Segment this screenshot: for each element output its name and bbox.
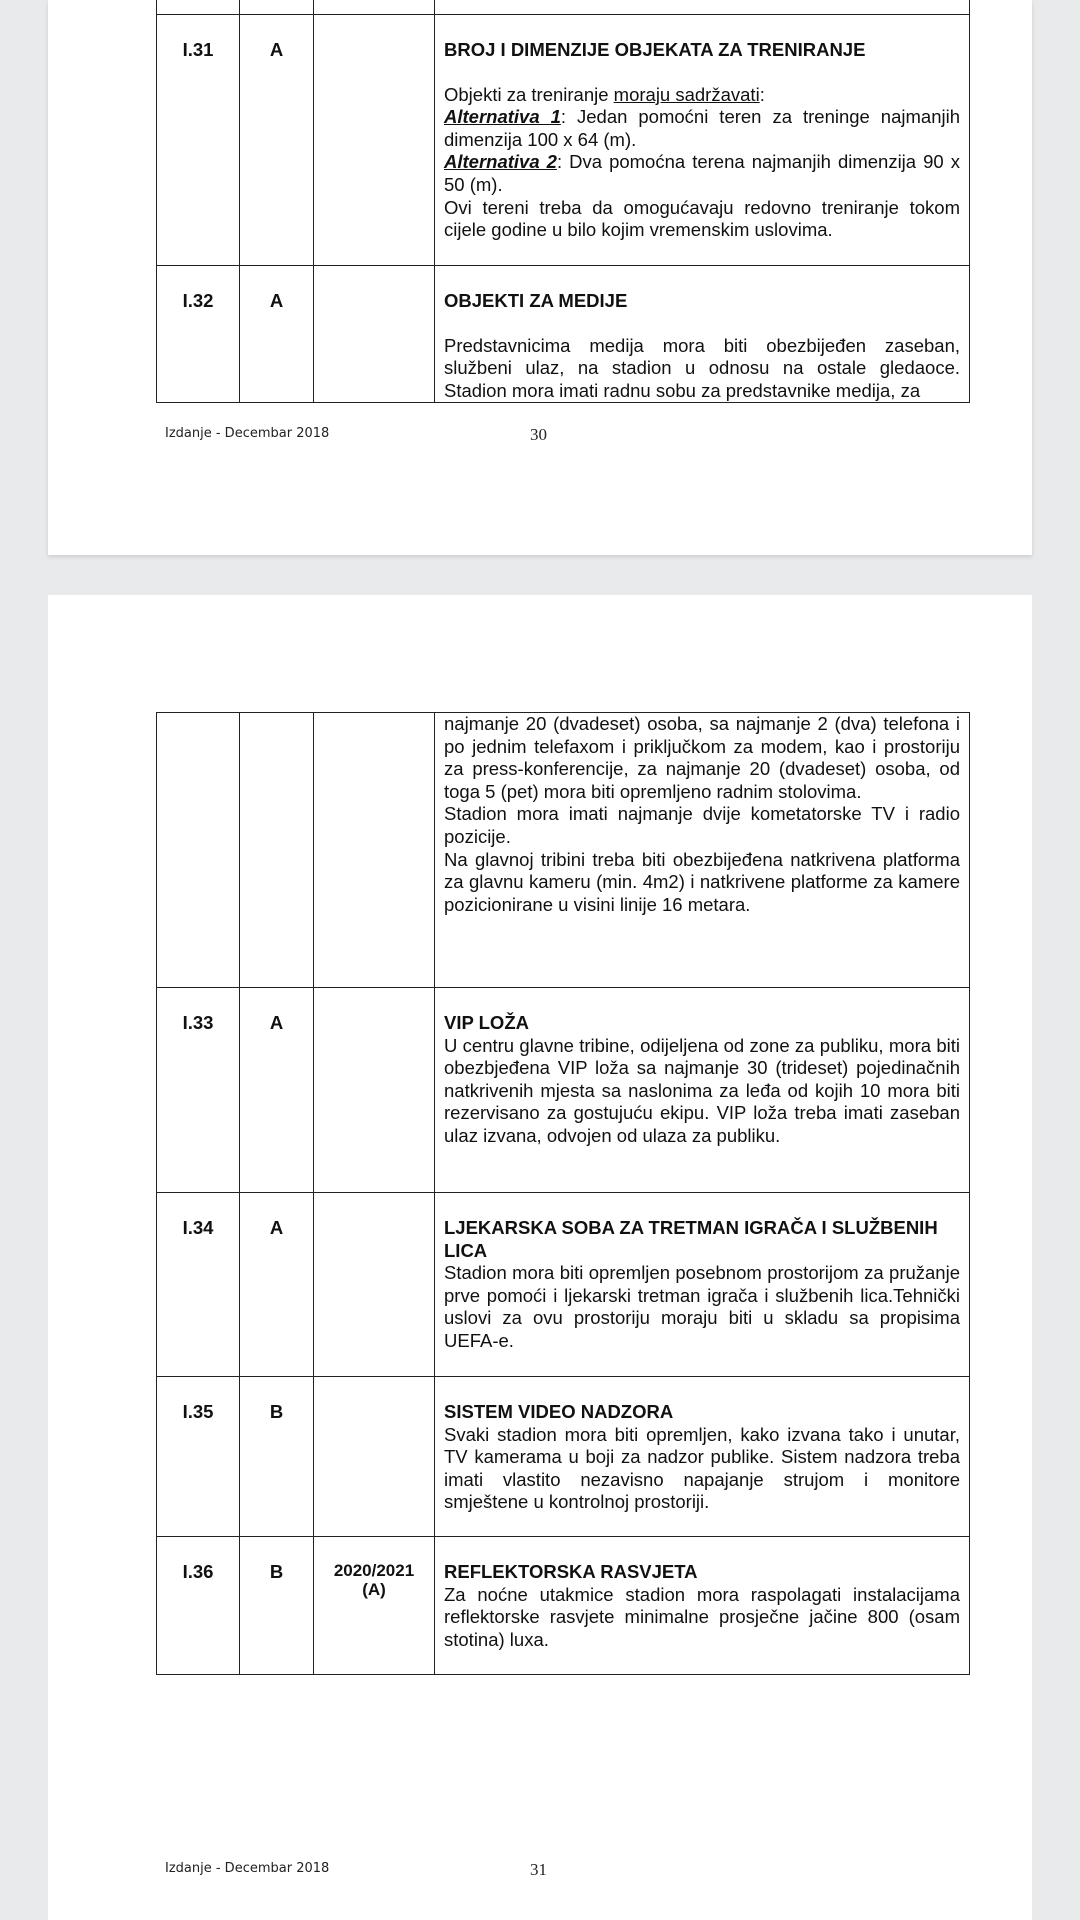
requirement-grade: B: [240, 1377, 314, 1537]
requirement-description: [435, 1377, 970, 1537]
alternative-1: Alternativa 1: Jedan pomoćni teren za treninge najmanjih dimenzija 100 x 64 (m).: [444, 106, 960, 150]
table-cell: [314, 713, 435, 988]
requirement-description: [435, 713, 970, 988]
requirement-description: [435, 1193, 970, 1377]
requirement-body: Svaki stadion mora biti opremljen, kako izvana tako i unutar, TV kamerama u boji za nadzor publike. Sistem nadzora treba imati vlastito nezavisno napajanje strujom i monitore smještene u kontrolnoj prostoriji.: [444, 1423, 960, 1513]
requirement-year: [314, 988, 435, 1193]
requirement-grade: A: [240, 15, 314, 266]
alternative-2: Alternativa 2: Dva pomoćna terena najmanjih dimenzija 90 x 50 (m).: [444, 151, 960, 195]
page-number: 31: [530, 1860, 547, 1879]
requirement-body: Ovi tereni treba da omogućavaju redovno treniranje tokom cijele godine u bilo kojim vremenskim uslovima.: [444, 196, 960, 241]
table-cell: [157, 0, 240, 15]
requirement-grade: A: [240, 988, 314, 1193]
requirement-code: I.32: [157, 266, 240, 403]
document-page-31: [48, 595, 1032, 1920]
requirement-title: REFLEKTORSKA RASVJETA: [444, 1561, 698, 1582]
requirement-year: [314, 15, 435, 266]
table-row-continuation: [157, 0, 970, 15]
footer-edition: Izdanje - Decembar 2018: [165, 426, 330, 441]
requirement-grade: B: [240, 1537, 314, 1675]
requirement-title: VIP LOŽA: [444, 1012, 529, 1033]
requirement-year: [314, 266, 435, 403]
requirement-description: [435, 1537, 970, 1675]
table-row: [157, 1193, 970, 1377]
requirement-body: Na glavnoj tribini treba biti obezbijeđena natkrivena platforma za glavnu kameru (min. 4m2) i natkrivene platforme za kamere pozicionirane u visini linije 16 metara.: [444, 848, 960, 915]
table-row: [157, 15, 970, 266]
table-row-continuation: [157, 713, 970, 988]
requirement-code: I.33: [157, 988, 240, 1193]
requirement-grade: A: [240, 1193, 314, 1377]
requirement-intro: Objekti za treniranje moraju sadržavati:: [444, 83, 765, 105]
requirement-title: LJEKARSKA SOBA ZA TRETMAN IGRAČA I SLUŽBENIH LICA: [444, 1217, 938, 1261]
requirement-body: Za noćne utakmice stadion mora raspolagati instalacijama reflektorske rasvjete minimalne prosječne jačine 800 (osam stotina) luxa.: [444, 1583, 960, 1650]
table-row: [157, 1537, 970, 1675]
requirement-description: [435, 988, 970, 1193]
table-cell: [314, 0, 435, 15]
requirement-body: Predstavnicima medija mora biti obezbijeđen zaseban, službeni ulaz, na stadion u odnosu na ostale gledaoce. Stadion mora imati radnu sobu za predstavnike medija, za: [444, 334, 960, 401]
requirement-body: Stadion mora imati najmanje dvije kometatorske TV i radio pozicije.: [444, 803, 960, 847]
page-number: 30: [530, 425, 547, 444]
table-cell: [240, 713, 314, 988]
table-row: [157, 988, 970, 1193]
table-row: [157, 266, 970, 403]
requirement-year: [314, 1193, 435, 1377]
requirements-table: [156, 712, 970, 1675]
requirement-code: I.31: [157, 15, 240, 266]
requirement-body: U centru glavne tribine, odijeljena od zone za publiku, mora biti obezbjeđena VIP loža sa najmanje 30 (trideset) pojedinačnih natkrivenih mjesta sa naslonima za leđa od kojih 10 mora biti rezervisano za gostujuću ekipu. VIP loža treba imati zaseban ulaz izvana, odvojen od ulaza za publiku.: [444, 1034, 960, 1146]
requirement-code: I.35: [157, 1377, 240, 1537]
requirement-code: I.36: [157, 1537, 240, 1675]
table-cell: [435, 0, 970, 15]
document-page-30: [48, 0, 1032, 555]
requirement-year: 2020/2021 (A): [314, 1537, 435, 1675]
requirement-description: [435, 266, 970, 403]
requirement-title: SISTEM VIDEO NADZORA: [444, 1401, 674, 1422]
requirement-title: BROJ I DIMENZIJE OBJEKATA ZA TRENIRANJE: [444, 39, 866, 60]
requirement-grade: A: [240, 266, 314, 403]
requirement-title: OBJEKTI ZA MEDIJE: [444, 290, 628, 311]
requirements-table: [156, 0, 970, 403]
requirement-body: najmanje 20 (dvadeset) osoba, sa najmanje 2 (dva) telefona i po jednim telefaxom i priključkom za modem, kao i prostoriju za press-konferencije, za najmanje 20 (dvadeset) osoba, od toga 5 (pet) mora biti opremljeno radnim stolovima.: [444, 713, 960, 802]
table-cell: [240, 0, 314, 15]
table-cell: [157, 713, 240, 988]
footer-edition: Izdanje - Decembar 2018: [165, 1861, 330, 1876]
requirement-year: [314, 1377, 435, 1537]
requirement-code: I.34: [157, 1193, 240, 1377]
table-row: [157, 1377, 970, 1537]
requirement-description: [435, 15, 970, 266]
requirement-body: Stadion mora biti opremljen posebnom prostorijom za pružanje prve pomoći i ljekarski tretman igrača i službenih lica.Tehnički uslovi za ovu prostoriju moraju biti u skladu sa propisima UEFA-e.: [444, 1262, 960, 1351]
